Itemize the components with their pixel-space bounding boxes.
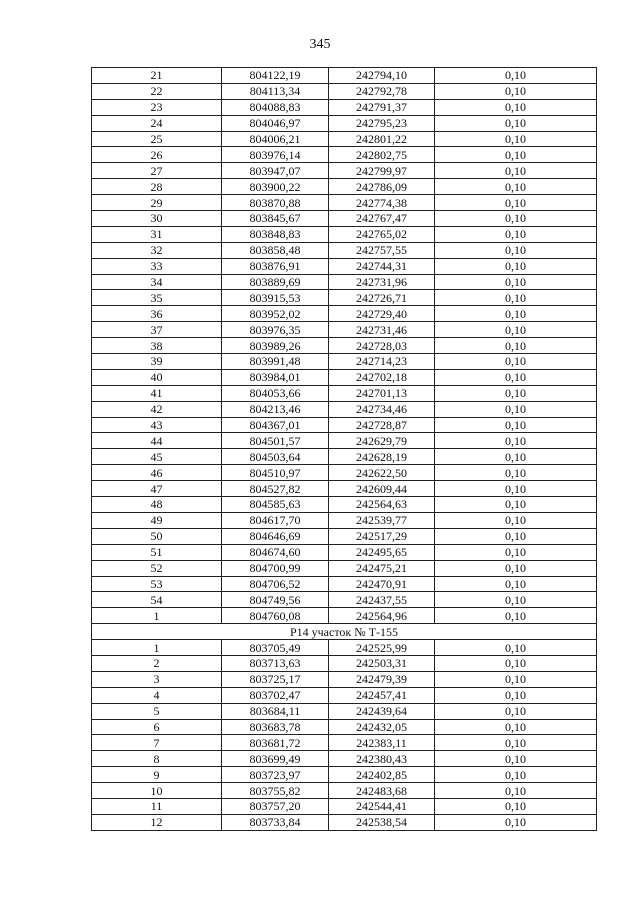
point-number-cell: 32 bbox=[92, 242, 222, 258]
point-number-cell: 48 bbox=[92, 497, 222, 513]
point-number-cell: 50 bbox=[92, 528, 222, 544]
accuracy-cell: 0,10 bbox=[435, 195, 597, 211]
y-coordinate-cell: 242439,64 bbox=[329, 703, 435, 719]
point-number-cell: 12 bbox=[92, 814, 222, 830]
y-coordinate-cell: 242728,03 bbox=[329, 338, 435, 354]
x-coordinate-cell: 803952,02 bbox=[222, 306, 329, 322]
table-row bbox=[92, 433, 597, 449]
section-title: P14 участок № Т-155 bbox=[92, 624, 597, 640]
accuracy-cell: 0,10 bbox=[435, 544, 597, 560]
point-number-cell: 24 bbox=[92, 115, 222, 131]
point-number-cell: 37 bbox=[92, 322, 222, 338]
accuracy-cell: 0,10 bbox=[435, 401, 597, 417]
x-coordinate-cell: 804585,63 bbox=[222, 497, 329, 513]
accuracy-cell: 0,10 bbox=[435, 767, 597, 783]
table-row bbox=[92, 385, 597, 401]
table-row bbox=[92, 417, 597, 433]
table-row bbox=[92, 465, 597, 481]
table-row bbox=[92, 576, 597, 592]
y-coordinate-cell: 242483,68 bbox=[329, 783, 435, 799]
accuracy-cell: 0,10 bbox=[435, 131, 597, 147]
point-number-cell: 6 bbox=[92, 719, 222, 735]
accuracy-cell: 0,10 bbox=[435, 290, 597, 306]
y-coordinate-cell: 242495,65 bbox=[329, 544, 435, 560]
point-number-cell: 39 bbox=[92, 354, 222, 370]
x-coordinate-cell: 803989,26 bbox=[222, 338, 329, 354]
table-row bbox=[92, 703, 597, 719]
point-number-cell: 5 bbox=[92, 703, 222, 719]
x-coordinate-cell: 804088,83 bbox=[222, 99, 329, 115]
x-coordinate-cell: 803900,22 bbox=[222, 179, 329, 195]
x-coordinate-cell: 803915,53 bbox=[222, 290, 329, 306]
accuracy-cell: 0,10 bbox=[435, 560, 597, 576]
point-number-cell: 34 bbox=[92, 274, 222, 290]
y-coordinate-cell: 242794,10 bbox=[329, 68, 435, 84]
y-coordinate-cell: 242564,63 bbox=[329, 497, 435, 513]
y-coordinate-cell: 242765,02 bbox=[329, 226, 435, 242]
point-number-cell: 42 bbox=[92, 401, 222, 417]
table-row bbox=[92, 481, 597, 497]
y-coordinate-cell: 242801,22 bbox=[329, 131, 435, 147]
x-coordinate-cell: 803755,82 bbox=[222, 783, 329, 799]
y-coordinate-cell: 242799,97 bbox=[329, 163, 435, 179]
y-coordinate-cell: 242628,19 bbox=[329, 449, 435, 465]
table-row bbox=[92, 719, 597, 735]
accuracy-cell: 0,10 bbox=[435, 608, 597, 624]
point-number-cell: 22 bbox=[92, 83, 222, 99]
table-row bbox=[92, 560, 597, 576]
x-coordinate-cell: 803848,83 bbox=[222, 226, 329, 242]
accuracy-cell: 0,10 bbox=[435, 258, 597, 274]
accuracy-cell: 0,10 bbox=[435, 226, 597, 242]
y-coordinate-cell: 242744,31 bbox=[329, 258, 435, 274]
table-row bbox=[92, 528, 597, 544]
point-number-cell: 23 bbox=[92, 99, 222, 115]
point-number-cell: 47 bbox=[92, 481, 222, 497]
y-coordinate-cell: 242538,54 bbox=[329, 814, 435, 830]
table-row bbox=[92, 306, 597, 322]
table-row bbox=[92, 338, 597, 354]
point-number-cell: 51 bbox=[92, 544, 222, 560]
y-coordinate-cell: 242734,46 bbox=[329, 401, 435, 417]
table-row bbox=[92, 68, 597, 84]
accuracy-cell: 0,10 bbox=[435, 449, 597, 465]
point-number-cell: 11 bbox=[92, 798, 222, 814]
x-coordinate-cell: 804700,99 bbox=[222, 560, 329, 576]
accuracy-cell: 0,10 bbox=[435, 306, 597, 322]
table-row bbox=[92, 242, 597, 258]
point-number-cell: 7 bbox=[92, 735, 222, 751]
accuracy-cell: 0,10 bbox=[435, 783, 597, 799]
table-body-after bbox=[92, 640, 597, 831]
accuracy-cell: 0,10 bbox=[435, 798, 597, 814]
section-row bbox=[92, 624, 597, 640]
point-number-cell: 54 bbox=[92, 592, 222, 608]
table-row bbox=[92, 163, 597, 179]
table-row bbox=[92, 735, 597, 751]
y-coordinate-cell: 242539,77 bbox=[329, 512, 435, 528]
point-number-cell: 43 bbox=[92, 417, 222, 433]
x-coordinate-cell: 804046,97 bbox=[222, 115, 329, 131]
table-row bbox=[92, 226, 597, 242]
accuracy-cell: 0,10 bbox=[435, 576, 597, 592]
y-coordinate-cell: 242729,40 bbox=[329, 306, 435, 322]
table-row bbox=[92, 783, 597, 799]
accuracy-cell: 0,10 bbox=[435, 147, 597, 163]
table-row bbox=[92, 258, 597, 274]
table-row bbox=[92, 655, 597, 671]
accuracy-cell: 0,10 bbox=[435, 640, 597, 656]
table-row bbox=[92, 608, 597, 624]
table-row bbox=[92, 99, 597, 115]
x-coordinate-cell: 804674,60 bbox=[222, 544, 329, 560]
x-coordinate-cell: 803876,91 bbox=[222, 258, 329, 274]
accuracy-cell: 0,10 bbox=[435, 751, 597, 767]
table-row bbox=[92, 290, 597, 306]
point-number-cell: 26 bbox=[92, 147, 222, 163]
x-coordinate-cell: 804646,69 bbox=[222, 528, 329, 544]
x-coordinate-cell: 803976,35 bbox=[222, 322, 329, 338]
x-coordinate-cell: 803702,47 bbox=[222, 687, 329, 703]
accuracy-cell: 0,10 bbox=[435, 115, 597, 131]
x-coordinate-cell: 804617,70 bbox=[222, 512, 329, 528]
table-row bbox=[92, 544, 597, 560]
table-row bbox=[92, 512, 597, 528]
y-coordinate-cell: 242380,43 bbox=[329, 751, 435, 767]
y-coordinate-cell: 242437,55 bbox=[329, 592, 435, 608]
table-row bbox=[92, 274, 597, 290]
table-row bbox=[92, 322, 597, 338]
point-number-cell: 21 bbox=[92, 68, 222, 84]
accuracy-cell: 0,10 bbox=[435, 163, 597, 179]
point-number-cell: 40 bbox=[92, 369, 222, 385]
x-coordinate-cell: 803723,97 bbox=[222, 767, 329, 783]
table-row bbox=[92, 401, 597, 417]
accuracy-cell: 0,10 bbox=[435, 68, 597, 84]
x-coordinate-cell: 803984,01 bbox=[222, 369, 329, 385]
y-coordinate-cell: 242701,13 bbox=[329, 385, 435, 401]
y-coordinate-cell: 242731,96 bbox=[329, 274, 435, 290]
point-number-cell: 1 bbox=[92, 640, 222, 656]
y-coordinate-cell: 242792,78 bbox=[329, 83, 435, 99]
table-row bbox=[92, 147, 597, 163]
table-row bbox=[92, 814, 597, 830]
x-coordinate-cell: 804367,01 bbox=[222, 417, 329, 433]
y-coordinate-cell: 242629,79 bbox=[329, 433, 435, 449]
point-number-cell: 45 bbox=[92, 449, 222, 465]
point-number-cell: 46 bbox=[92, 465, 222, 481]
point-number-cell: 25 bbox=[92, 131, 222, 147]
point-number-cell: 52 bbox=[92, 560, 222, 576]
accuracy-cell: 0,10 bbox=[435, 385, 597, 401]
x-coordinate-cell: 804053,66 bbox=[222, 385, 329, 401]
table-row bbox=[92, 115, 597, 131]
accuracy-cell: 0,10 bbox=[435, 274, 597, 290]
y-coordinate-cell: 242728,87 bbox=[329, 417, 435, 433]
y-coordinate-cell: 242757,55 bbox=[329, 242, 435, 258]
y-coordinate-cell: 242609,44 bbox=[329, 481, 435, 497]
table-row bbox=[92, 195, 597, 211]
x-coordinate-cell: 803845,67 bbox=[222, 211, 329, 227]
accuracy-cell: 0,10 bbox=[435, 703, 597, 719]
y-coordinate-cell: 242544,41 bbox=[329, 798, 435, 814]
y-coordinate-cell: 242525,99 bbox=[329, 640, 435, 656]
x-coordinate-cell: 803684,11 bbox=[222, 703, 329, 719]
point-number-cell: 35 bbox=[92, 290, 222, 306]
point-number-cell: 9 bbox=[92, 767, 222, 783]
table-row bbox=[92, 449, 597, 465]
table-row bbox=[92, 592, 597, 608]
x-coordinate-cell: 804213,46 bbox=[222, 401, 329, 417]
point-number-cell: 38 bbox=[92, 338, 222, 354]
y-coordinate-cell: 242791,37 bbox=[329, 99, 435, 115]
y-coordinate-cell: 242622,50 bbox=[329, 465, 435, 481]
x-coordinate-cell: 804706,52 bbox=[222, 576, 329, 592]
accuracy-cell: 0,10 bbox=[435, 338, 597, 354]
accuracy-cell: 0,10 bbox=[435, 481, 597, 497]
accuracy-cell: 0,10 bbox=[435, 369, 597, 385]
accuracy-cell: 0,10 bbox=[435, 179, 597, 195]
y-coordinate-cell: 242731,46 bbox=[329, 322, 435, 338]
y-coordinate-cell: 242802,75 bbox=[329, 147, 435, 163]
x-coordinate-cell: 804749,56 bbox=[222, 592, 329, 608]
x-coordinate-cell: 803976,14 bbox=[222, 147, 329, 163]
y-coordinate-cell: 242767,47 bbox=[329, 211, 435, 227]
x-coordinate-cell: 803858,48 bbox=[222, 242, 329, 258]
table-row bbox=[92, 671, 597, 687]
accuracy-cell: 0,10 bbox=[435, 671, 597, 687]
point-number-cell: 41 bbox=[92, 385, 222, 401]
y-coordinate-cell: 242402,85 bbox=[329, 767, 435, 783]
point-number-cell: 36 bbox=[92, 306, 222, 322]
x-coordinate-cell: 803991,48 bbox=[222, 354, 329, 370]
point-number-cell: 53 bbox=[92, 576, 222, 592]
point-number-cell: 27 bbox=[92, 163, 222, 179]
y-coordinate-cell: 242726,71 bbox=[329, 290, 435, 306]
x-coordinate-cell: 803757,20 bbox=[222, 798, 329, 814]
accuracy-cell: 0,10 bbox=[435, 719, 597, 735]
accuracy-cell: 0,10 bbox=[435, 735, 597, 751]
accuracy-cell: 0,10 bbox=[435, 687, 597, 703]
y-coordinate-cell: 242774,38 bbox=[329, 195, 435, 211]
y-coordinate-cell: 242457,41 bbox=[329, 687, 435, 703]
point-number-cell: 30 bbox=[92, 211, 222, 227]
x-coordinate-cell: 803699,49 bbox=[222, 751, 329, 767]
x-coordinate-cell: 803681,72 bbox=[222, 735, 329, 751]
x-coordinate-cell: 804760,08 bbox=[222, 608, 329, 624]
table-row bbox=[92, 131, 597, 147]
table-row bbox=[92, 497, 597, 513]
x-coordinate-cell: 804527,82 bbox=[222, 481, 329, 497]
y-coordinate-cell: 242432,05 bbox=[329, 719, 435, 735]
x-coordinate-cell: 803870,88 bbox=[222, 195, 329, 211]
point-number-cell: 8 bbox=[92, 751, 222, 767]
point-number-cell: 28 bbox=[92, 179, 222, 195]
table-row bbox=[92, 640, 597, 656]
y-coordinate-cell: 242383,11 bbox=[329, 735, 435, 751]
x-coordinate-cell: 804122,19 bbox=[222, 68, 329, 84]
x-coordinate-cell: 803683,78 bbox=[222, 719, 329, 735]
point-number-cell: 49 bbox=[92, 512, 222, 528]
y-coordinate-cell: 242564,96 bbox=[329, 608, 435, 624]
x-coordinate-cell: 803725,17 bbox=[222, 671, 329, 687]
accuracy-cell: 0,10 bbox=[435, 528, 597, 544]
accuracy-cell: 0,10 bbox=[435, 814, 597, 830]
table-row bbox=[92, 354, 597, 370]
table-row bbox=[92, 179, 597, 195]
x-coordinate-cell: 804501,57 bbox=[222, 433, 329, 449]
accuracy-cell: 0,10 bbox=[435, 99, 597, 115]
x-coordinate-cell: 804006,21 bbox=[222, 131, 329, 147]
point-number-cell: 29 bbox=[92, 195, 222, 211]
x-coordinate-cell: 804503,64 bbox=[222, 449, 329, 465]
point-number-cell: 1 bbox=[92, 608, 222, 624]
table-row bbox=[92, 83, 597, 99]
coordinates-table bbox=[91, 67, 597, 831]
x-coordinate-cell: 803889,69 bbox=[222, 274, 329, 290]
table-row bbox=[92, 798, 597, 814]
table-row bbox=[92, 767, 597, 783]
accuracy-cell: 0,10 bbox=[435, 417, 597, 433]
accuracy-cell: 0,10 bbox=[435, 322, 597, 338]
accuracy-cell: 0,10 bbox=[435, 242, 597, 258]
y-coordinate-cell: 242517,29 bbox=[329, 528, 435, 544]
y-coordinate-cell: 242470,91 bbox=[329, 576, 435, 592]
table-row bbox=[92, 751, 597, 767]
page-number: 345 bbox=[309, 37, 331, 52]
accuracy-cell: 0,10 bbox=[435, 83, 597, 99]
point-number-cell: 3 bbox=[92, 671, 222, 687]
point-number-cell: 4 bbox=[92, 687, 222, 703]
x-coordinate-cell: 804510,97 bbox=[222, 465, 329, 481]
point-number-cell: 31 bbox=[92, 226, 222, 242]
x-coordinate-cell: 803713,63 bbox=[222, 655, 329, 671]
table-row bbox=[92, 687, 597, 703]
y-coordinate-cell: 242475,21 bbox=[329, 560, 435, 576]
accuracy-cell: 0,10 bbox=[435, 592, 597, 608]
x-coordinate-cell: 804113,34 bbox=[222, 83, 329, 99]
accuracy-cell: 0,10 bbox=[435, 354, 597, 370]
y-coordinate-cell: 242714,23 bbox=[329, 354, 435, 370]
accuracy-cell: 0,10 bbox=[435, 655, 597, 671]
table-row bbox=[92, 211, 597, 227]
point-number-cell: 2 bbox=[92, 655, 222, 671]
table-row bbox=[92, 369, 597, 385]
section-header bbox=[92, 624, 597, 640]
point-number-cell: 44 bbox=[92, 433, 222, 449]
accuracy-cell: 0,10 bbox=[435, 433, 597, 449]
accuracy-cell: 0,10 bbox=[435, 211, 597, 227]
y-coordinate-cell: 242702,18 bbox=[329, 369, 435, 385]
x-coordinate-cell: 803733,84 bbox=[222, 814, 329, 830]
point-number-cell: 10 bbox=[92, 783, 222, 799]
y-coordinate-cell: 242786,09 bbox=[329, 179, 435, 195]
x-coordinate-cell: 803947,07 bbox=[222, 163, 329, 179]
x-coordinate-cell: 803705,49 bbox=[222, 640, 329, 656]
y-coordinate-cell: 242503,31 bbox=[329, 655, 435, 671]
accuracy-cell: 0,10 bbox=[435, 465, 597, 481]
point-number-cell: 33 bbox=[92, 258, 222, 274]
accuracy-cell: 0,10 bbox=[435, 512, 597, 528]
y-coordinate-cell: 242795,23 bbox=[329, 115, 435, 131]
y-coordinate-cell: 242479,39 bbox=[329, 671, 435, 687]
table-body-before bbox=[92, 68, 597, 624]
accuracy-cell: 0,10 bbox=[435, 497, 597, 513]
